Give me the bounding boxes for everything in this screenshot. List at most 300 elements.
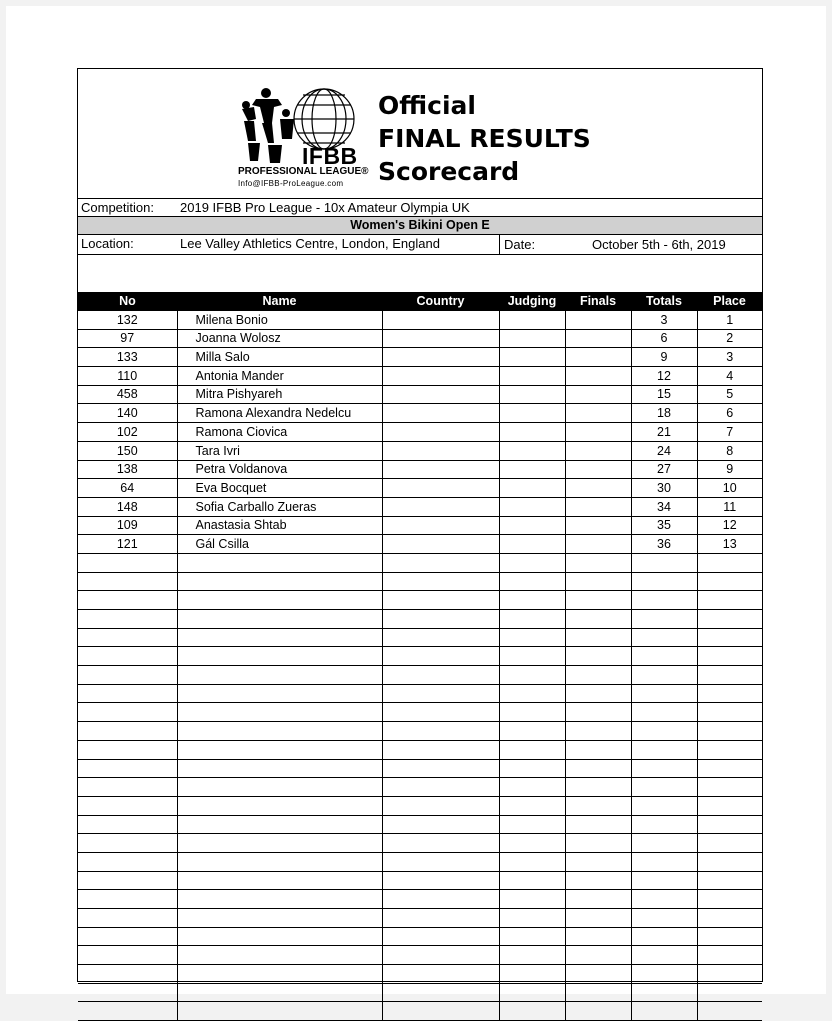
cell-totals: 34 (631, 497, 697, 516)
title-line-scorecard: Scorecard (378, 157, 520, 186)
cell-finals (565, 497, 631, 516)
cell-judging (499, 666, 565, 685)
cell-place (697, 591, 762, 610)
scorecard-header (78, 69, 762, 199)
cell-judging (499, 927, 565, 946)
cell-no: 97 (78, 329, 177, 348)
ifbb-wordmark: IFBB (302, 143, 358, 169)
table-row (78, 1002, 762, 1021)
cell-place: 4 (697, 367, 762, 386)
table-row (78, 946, 762, 965)
cell-no (78, 852, 177, 871)
competition-label: Competition: (81, 200, 154, 215)
cell-name (177, 815, 382, 834)
cell-totals: 30 (631, 479, 697, 498)
cell-country (382, 441, 499, 460)
cell-totals (631, 1002, 697, 1021)
cell-judging (499, 591, 565, 610)
cell-totals (631, 965, 697, 984)
table-row (78, 852, 762, 871)
cell-judging (499, 834, 565, 853)
cell-name (177, 796, 382, 815)
cell-place (697, 647, 762, 666)
cell-judging (499, 535, 565, 554)
table-row (78, 329, 762, 348)
cell-place: 10 (697, 479, 762, 498)
cell-judging (499, 311, 565, 330)
cell-place: 12 (697, 516, 762, 535)
cell-country (382, 703, 499, 722)
cell-country (382, 535, 499, 554)
cell-no (78, 722, 177, 741)
table-row (78, 647, 762, 666)
table-row (78, 965, 762, 984)
cell-judging (499, 367, 565, 386)
cell-finals (565, 684, 631, 703)
cell-totals (631, 890, 697, 909)
cell-name: Milena Bonio (177, 311, 382, 330)
cell-name: Ramona Ciovica (177, 423, 382, 442)
cell-name (177, 759, 382, 778)
cell-totals: 27 (631, 460, 697, 479)
cell-name: Mitra Pishyareh (177, 385, 382, 404)
page-title (378, 89, 591, 188)
cell-place (697, 796, 762, 815)
cell-totals (631, 852, 697, 871)
cell-finals (565, 404, 631, 423)
cell-no (78, 610, 177, 629)
cell-judging (499, 647, 565, 666)
cell-place (697, 946, 762, 965)
cell-finals (565, 553, 631, 572)
cell-no (78, 983, 177, 1002)
cell-name: Milla Salo (177, 348, 382, 367)
table-row (78, 441, 762, 460)
table-row (78, 610, 762, 629)
cell-no: 121 (78, 535, 177, 554)
cell-totals (631, 610, 697, 629)
cell-name (177, 703, 382, 722)
division-banner: Women's Bikini Open E (78, 217, 762, 235)
cell-finals (565, 890, 631, 909)
cell-finals (565, 946, 631, 965)
cell-judging (499, 610, 565, 629)
cell-finals (565, 965, 631, 984)
cell-judging (499, 329, 565, 348)
table-row (78, 572, 762, 591)
table-row (78, 367, 762, 386)
cell-finals (565, 516, 631, 535)
cell-place (697, 965, 762, 984)
cell-totals (631, 871, 697, 890)
cell-no: 458 (78, 385, 177, 404)
table-row (78, 479, 762, 498)
cell-country (382, 591, 499, 610)
cell-finals (565, 479, 631, 498)
cell-no: 148 (78, 497, 177, 516)
table-row (78, 404, 762, 423)
cell-finals (565, 703, 631, 722)
cell-country (382, 852, 499, 871)
cell-name: Tara Ivri (177, 441, 382, 460)
cell-totals (631, 815, 697, 834)
cell-place: 3 (697, 348, 762, 367)
cell-finals (565, 610, 631, 629)
cell-no (78, 553, 177, 572)
cell-totals: 9 (631, 348, 697, 367)
table-row (78, 535, 762, 554)
cell-place: 9 (697, 460, 762, 479)
cell-country (382, 348, 499, 367)
cell-country (382, 553, 499, 572)
col-header-finals: Finals (565, 292, 631, 311)
cell-totals (631, 796, 697, 815)
cell-place (697, 666, 762, 685)
cell-totals (631, 591, 697, 610)
cell-finals (565, 367, 631, 386)
cell-country (382, 404, 499, 423)
cell-country (382, 927, 499, 946)
cell-finals (565, 572, 631, 591)
table-row (78, 628, 762, 647)
cell-place (697, 740, 762, 759)
cell-country (382, 329, 499, 348)
cell-country (382, 890, 499, 909)
cell-judging (499, 628, 565, 647)
cell-no (78, 927, 177, 946)
cell-totals (631, 722, 697, 741)
cell-place: 1 (697, 311, 762, 330)
logo-email: Info@IFBB-ProLeague.com (238, 179, 344, 188)
cell-finals (565, 796, 631, 815)
cell-judging (499, 516, 565, 535)
cell-country (382, 946, 499, 965)
cell-name (177, 890, 382, 909)
cell-finals (565, 666, 631, 685)
cell-finals (565, 348, 631, 367)
cell-country (382, 871, 499, 890)
table-row (78, 385, 762, 404)
table-row (78, 311, 762, 330)
table-header-row (78, 292, 762, 311)
cell-totals (631, 834, 697, 853)
cell-country (382, 965, 499, 984)
cell-finals (565, 591, 631, 610)
cell-totals (631, 946, 697, 965)
cell-no: 109 (78, 516, 177, 535)
cell-finals (565, 423, 631, 442)
cell-finals (565, 1002, 631, 1021)
cell-country (382, 684, 499, 703)
date-label: Date: (504, 237, 536, 252)
cell-country (382, 367, 499, 386)
cell-judging (499, 348, 565, 367)
cell-no (78, 628, 177, 647)
cell-place (697, 610, 762, 629)
results-table (78, 292, 762, 1021)
cell-judging (499, 759, 565, 778)
cell-name (177, 553, 382, 572)
cell-country (382, 722, 499, 741)
competition-row (78, 199, 762, 217)
cell-judging (499, 479, 565, 498)
cell-finals (565, 535, 631, 554)
cell-name (177, 965, 382, 984)
cell-country (382, 460, 499, 479)
table-row (78, 348, 762, 367)
cell-country (382, 516, 499, 535)
table-row (78, 778, 762, 797)
cell-no (78, 684, 177, 703)
cell-totals (631, 983, 697, 1002)
table-row (78, 871, 762, 890)
cell-no: 132 (78, 311, 177, 330)
cell-place: 2 (697, 329, 762, 348)
date-box (499, 235, 764, 255)
cell-country (382, 983, 499, 1002)
cell-finals (565, 740, 631, 759)
competition-value: 2019 IFBB Pro League - 10x Amateur Olympia UK (180, 200, 470, 215)
cell-finals (565, 852, 631, 871)
results-body (78, 311, 762, 1021)
cell-name (177, 740, 382, 759)
cell-name (177, 1002, 382, 1021)
cell-judging (499, 1002, 565, 1021)
table-row (78, 740, 762, 759)
cell-country (382, 834, 499, 853)
league-name: PROFESSIONAL LEAGUE (238, 166, 362, 177)
cell-finals (565, 834, 631, 853)
cell-totals: 36 (631, 535, 697, 554)
cell-no (78, 759, 177, 778)
table-row (78, 497, 762, 516)
cell-name (177, 871, 382, 890)
cell-finals (565, 871, 631, 890)
cell-totals (631, 647, 697, 666)
cell-country (382, 666, 499, 685)
cell-country (382, 479, 499, 498)
cell-name (177, 834, 382, 853)
cell-judging (499, 815, 565, 834)
location-row (78, 235, 762, 255)
cell-place (697, 890, 762, 909)
table-row (78, 983, 762, 1002)
cell-no: 138 (78, 460, 177, 479)
cell-place (697, 572, 762, 591)
cell-place: 7 (697, 423, 762, 442)
cell-name (177, 927, 382, 946)
cell-name (177, 983, 382, 1002)
title-line-official: Official (378, 91, 476, 120)
cell-country (382, 909, 499, 928)
cell-country (382, 740, 499, 759)
cell-name: Antonia Mander (177, 367, 382, 386)
cell-no (78, 1002, 177, 1021)
cell-judging (499, 722, 565, 741)
cell-totals (631, 553, 697, 572)
cell-name (177, 610, 382, 629)
cell-judging (499, 796, 565, 815)
cell-totals: 3 (631, 311, 697, 330)
cell-place (697, 759, 762, 778)
cell-judging (499, 778, 565, 797)
cell-no (78, 591, 177, 610)
cell-finals (565, 647, 631, 666)
cell-place (697, 871, 762, 890)
cell-place (697, 722, 762, 741)
cell-finals (565, 722, 631, 741)
cell-country (382, 778, 499, 797)
col-header-judging: Judging (499, 292, 565, 311)
cell-place (697, 703, 762, 722)
col-header-country: Country (382, 292, 499, 311)
cell-no (78, 703, 177, 722)
cell-totals (631, 740, 697, 759)
cell-name: Ramona Alexandra Nedelcu (177, 404, 382, 423)
cell-place: 8 (697, 441, 762, 460)
table-row (78, 591, 762, 610)
cell-judging (499, 703, 565, 722)
date-value: October 5th - 6th, 2019 (592, 237, 726, 252)
cell-name: Sofia Carballo Zueras (177, 497, 382, 516)
cell-name: Joanna Wolosz (177, 329, 382, 348)
cell-no (78, 740, 177, 759)
col-header-totals: Totals (631, 292, 697, 311)
cell-totals (631, 703, 697, 722)
cell-judging (499, 909, 565, 928)
cell-judging (499, 423, 565, 442)
cell-place (697, 1002, 762, 1021)
cell-totals: 35 (631, 516, 697, 535)
cell-country (382, 647, 499, 666)
cell-no (78, 572, 177, 591)
cell-country (382, 385, 499, 404)
table-row (78, 666, 762, 685)
cell-no (78, 965, 177, 984)
cell-finals (565, 628, 631, 647)
cell-finals (565, 329, 631, 348)
cell-finals (565, 385, 631, 404)
location-value: Lee Valley Athletics Centre, London, England (180, 236, 440, 251)
cell-place (697, 815, 762, 834)
table-row (78, 796, 762, 815)
table-row (78, 815, 762, 834)
cell-judging (499, 441, 565, 460)
col-header-name: Name (177, 292, 382, 311)
cell-no (78, 871, 177, 890)
table-row (78, 460, 762, 479)
cell-judging (499, 871, 565, 890)
cell-place (697, 983, 762, 1002)
cell-name (177, 722, 382, 741)
cell-name (177, 666, 382, 685)
cell-finals (565, 815, 631, 834)
cell-name: Anastasia Shtab (177, 516, 382, 535)
title-line-final-results: FINAL RESULTS (378, 124, 591, 153)
cell-name (177, 572, 382, 591)
table-row (78, 553, 762, 572)
location-label: Location: (81, 236, 134, 251)
cell-place (697, 628, 762, 647)
table-row (78, 722, 762, 741)
cell-place: 5 (697, 385, 762, 404)
cell-country (382, 610, 499, 629)
cell-totals (631, 759, 697, 778)
cell-no (78, 890, 177, 909)
cell-name (177, 647, 382, 666)
cell-no (78, 796, 177, 815)
table-row (78, 834, 762, 853)
cell-totals: 12 (631, 367, 697, 386)
scorecard-sheet (77, 68, 763, 982)
cell-country (382, 759, 499, 778)
cell-totals (631, 927, 697, 946)
table-row (78, 927, 762, 946)
cell-country (382, 628, 499, 647)
cell-judging (499, 890, 565, 909)
cell-place: 6 (697, 404, 762, 423)
cell-name (177, 591, 382, 610)
cell-finals (565, 778, 631, 797)
cell-place: 11 (697, 497, 762, 516)
cell-name (177, 909, 382, 928)
cell-judging (499, 965, 565, 984)
cell-place (697, 909, 762, 928)
cell-place (697, 778, 762, 797)
cell-no (78, 778, 177, 797)
cell-no (78, 815, 177, 834)
table-row (78, 516, 762, 535)
cell-judging (499, 572, 565, 591)
cell-no (78, 647, 177, 666)
cell-judging (499, 385, 565, 404)
cell-totals (631, 778, 697, 797)
cell-no: 110 (78, 367, 177, 386)
cell-no (78, 946, 177, 965)
cell-judging (499, 497, 565, 516)
cell-judging (499, 460, 565, 479)
cell-totals: 18 (631, 404, 697, 423)
cell-finals (565, 441, 631, 460)
col-header-place: Place (697, 292, 762, 311)
cell-no (78, 666, 177, 685)
cell-name (177, 852, 382, 871)
cell-judging (499, 983, 565, 1002)
cell-no: 150 (78, 441, 177, 460)
table-row (78, 684, 762, 703)
cell-finals (565, 460, 631, 479)
ifbb-logo (228, 83, 374, 191)
cell-totals: 15 (631, 385, 697, 404)
cell-country (382, 423, 499, 442)
cell-finals (565, 311, 631, 330)
cell-no: 64 (78, 479, 177, 498)
cell-totals (631, 909, 697, 928)
cell-place (697, 852, 762, 871)
cell-name (177, 684, 382, 703)
cell-judging (499, 404, 565, 423)
cell-place (697, 684, 762, 703)
cell-no (78, 909, 177, 928)
cell-place (697, 927, 762, 946)
cell-judging (499, 946, 565, 965)
table-row (78, 423, 762, 442)
cell-finals (565, 909, 631, 928)
table-row (78, 890, 762, 909)
cell-totals (631, 666, 697, 685)
cell-finals (565, 983, 631, 1002)
cell-judging (499, 684, 565, 703)
